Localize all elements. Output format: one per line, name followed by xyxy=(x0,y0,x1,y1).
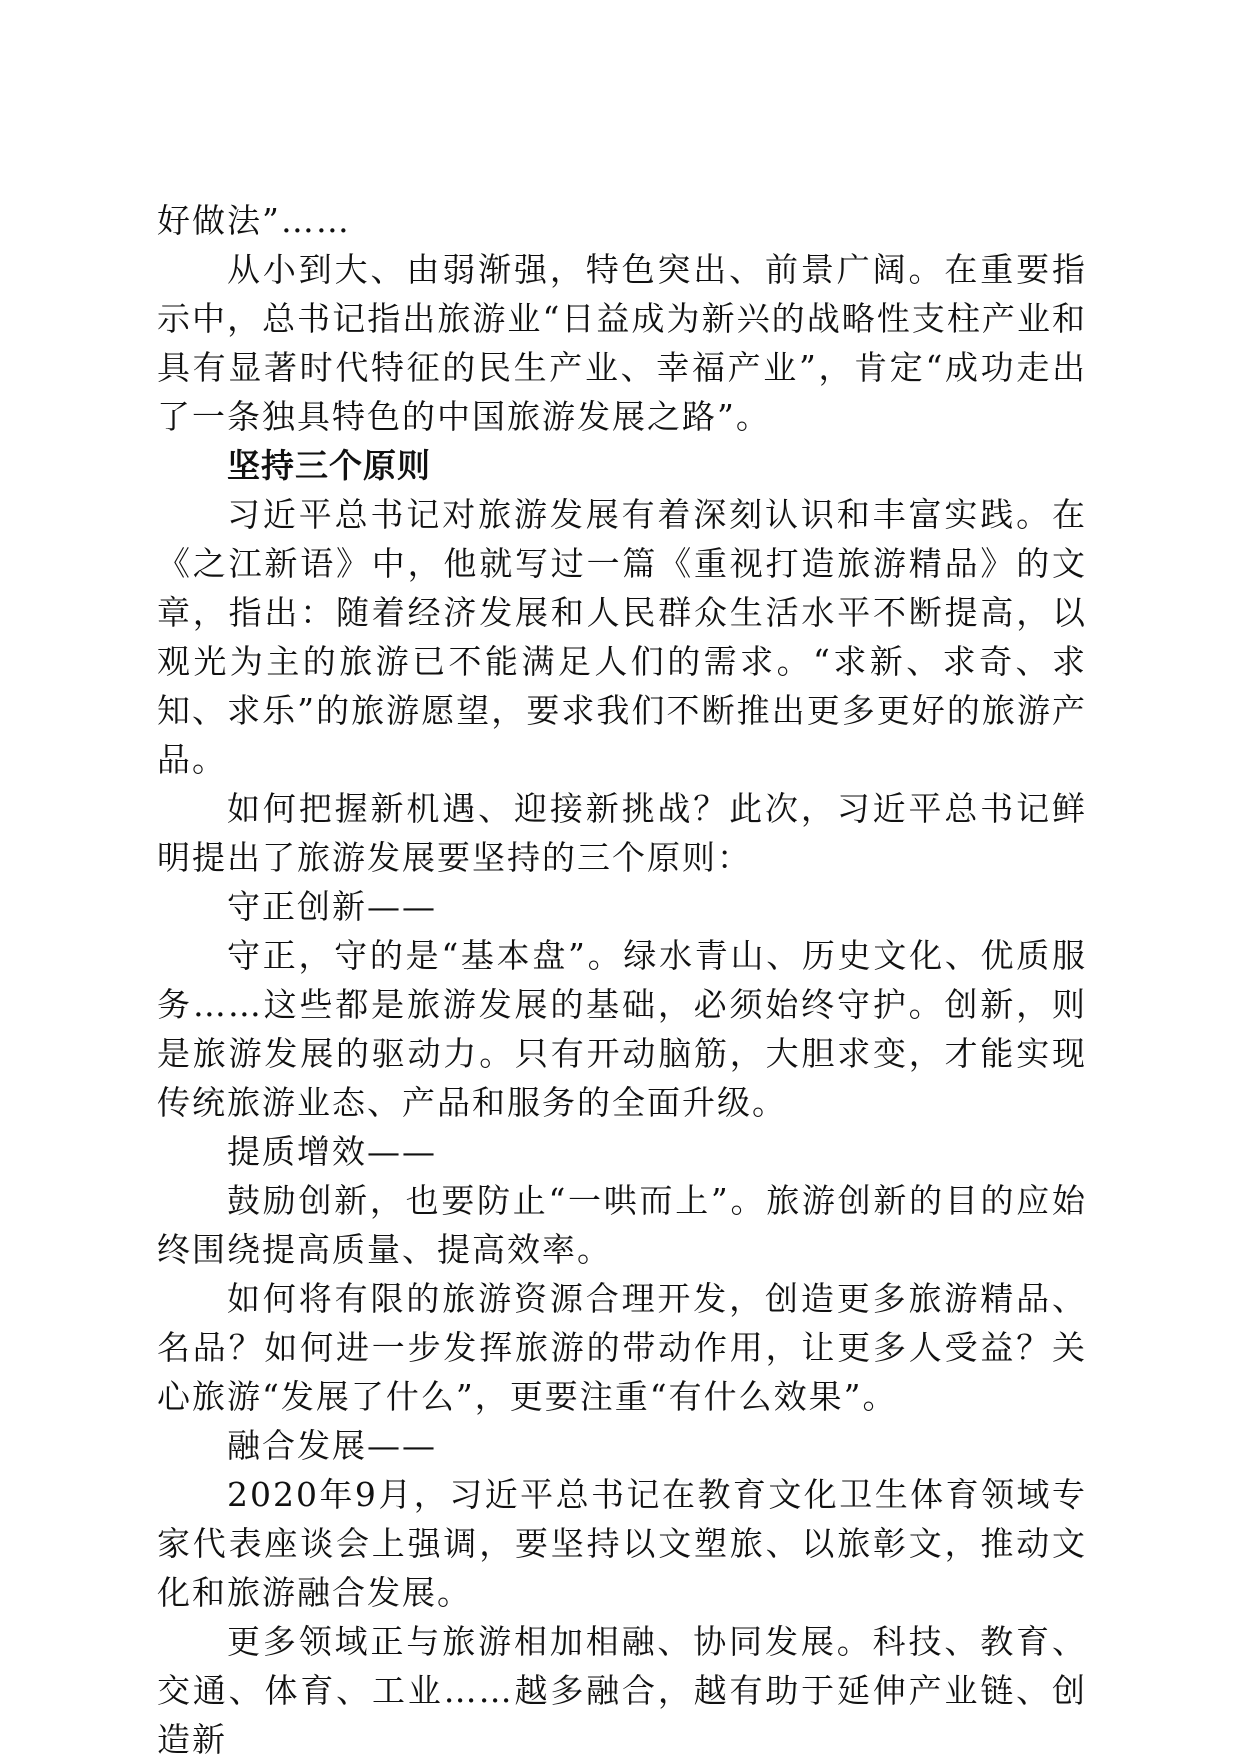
principle-label: 提质增效—— xyxy=(227,1132,437,1171)
paragraph: 2020年9月，习近平总书记在教育文化卫生体育领域专家代表座谈会上强调，要坚持以文塑旅、以旅彰文，推动文化和旅游融合发展。 xyxy=(157,1475,1087,1612)
paragraph: 从小到大、由弱渐强，特色突出、前景广阔。在重要指示中，总书记指出旅游业“日益成为新兴的战略性支柱产业和具有显著时代特征的民生产业、幸福产业”，肯定“成功走出了一条独具特色的中国旅游发展之路”。 xyxy=(157,250,1087,436)
paragraph: 鼓励创新，也要防止“一哄而上”。旅游创新的目的应始终围绕提高质量、提高效率。 xyxy=(157,1181,1087,1269)
section-heading: 坚持三个原则 xyxy=(227,446,431,485)
paragraph: 好做法”…… xyxy=(157,201,351,240)
principle-label: 融合发展—— xyxy=(227,1426,437,1465)
principle-label: 守正创新—— xyxy=(227,887,437,926)
document-body xyxy=(157,196,1087,1764)
paragraph: 习近平总书记对旅游发展有着深刻认识和丰富实践。在《之江新语》中，他就写过一篇《重视打造旅游精品》的文章，指出：随着经济发展和人民群众生活水平不断提高，以观光为主的旅游已不能满足人们的需求。“求新、求奇、求知、求乐”的旅游愿望，要求我们不断推出更多更好的旅游产品。 xyxy=(157,495,1087,779)
paragraph: 更多领域正与旅游相加相融、协同发展。科技、教育、交通、体育、工业……越多融合，越有助于延伸产业链、创造新 xyxy=(157,1622,1087,1759)
paragraph: 如何把握新机遇、迎接新挑战？此次，习近平总书记鲜明提出了旅游发展要坚持的三个原则： xyxy=(157,789,1087,877)
paragraph: 如何将有限的旅游资源合理开发，创造更多旅游精品、名品？如何进一步发挥旅游的带动作用，让更多人受益？关心旅游“发展了什么”，更要注重“有什么效果”。 xyxy=(157,1279,1087,1416)
paragraph: 守正，守的是“基本盘”。绿水青山、历史文化、优质服务……这些都是旅游发展的基础，必须始终守护。创新，则是旅游发展的驱动力。只有开动脑筋，大胆求变，才能实现传统旅游业态、产品和服务的全面升级。 xyxy=(157,936,1087,1122)
